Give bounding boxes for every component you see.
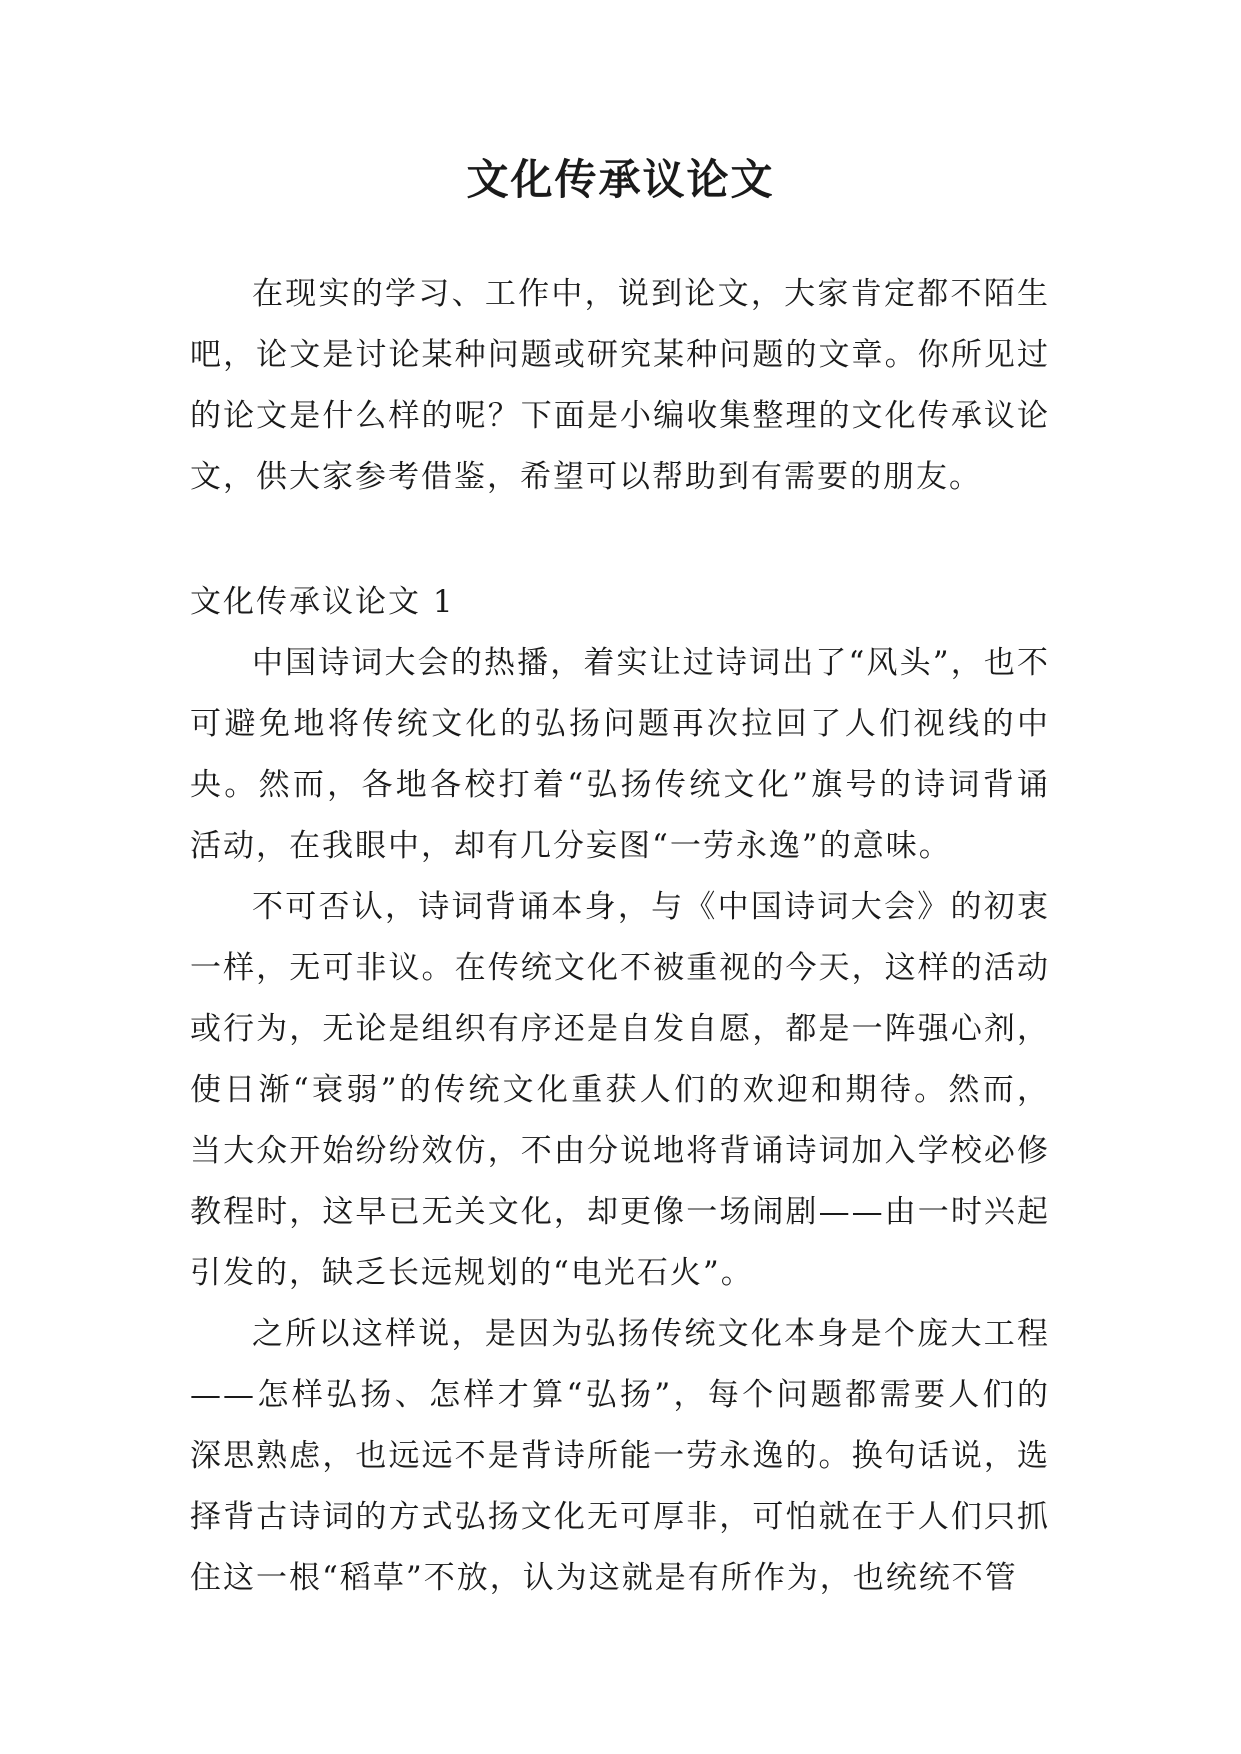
body-paragraph: 不可否认，诗词背诵本身，与《中国诗词大会》的初衷一样，无可非议。在传统文化不被重视的今天，这样的活动或行为，无论是组织有序还是自发自愿，都是一阵强心剂，使日渐“衰弱”的传统文化重获人们的欢迎和期待。然而，当大众开始纷纷效仿，不由分说地将背诵诗词加入学校必修教程时，这早已无关文化，却更像一场闹剧——由一时兴起引发的，缺乏长远规划的“电光石火”。 [190, 889, 1050, 1291]
intro-section [190, 264, 1050, 508]
intro-paragraph: 在现实的学习、工作中，说到论文，大家肯定都不陌生吧，论文是讨论某种问题或研究某种问题的文章。你所见过的论文是什么样的呢？下面是小编收集整理的文化传承议论文，供大家参考借鉴，希望可以帮助到有需要的朋友。 [190, 276, 1050, 495]
section-1-body [190, 633, 1050, 1609]
document-title: 文化传承议论文 [466, 155, 775, 204]
body-paragraph: 中国诗词大会的热播，着实让过诗词出了“风头”，也不可避免地将传统文化的弘扬问题再次拉回了人们视线的中央。然而，各地各校打着“弘扬传统文化”旗号的诗词背诵活动，在我眼中，却有几分妄图“一劳永逸”的意味。 [190, 645, 1050, 864]
section-heading: 文化传承议论文 1 [190, 584, 455, 620]
body-paragraph: 之所以这样说，是因为弘扬传统文化本身是个庞大工程——怎样弘扬、怎样才算“弘扬”，每个问题都需要人们的深思熟虑，也远远不是背诗所能一劳永逸的。换句话说，选择背古诗词的方式弘扬文化无可厚非，可怕就在于人们只抓住这一根“稻草”不放，认为这就是有所作为，也统统不管 [190, 1316, 1050, 1596]
